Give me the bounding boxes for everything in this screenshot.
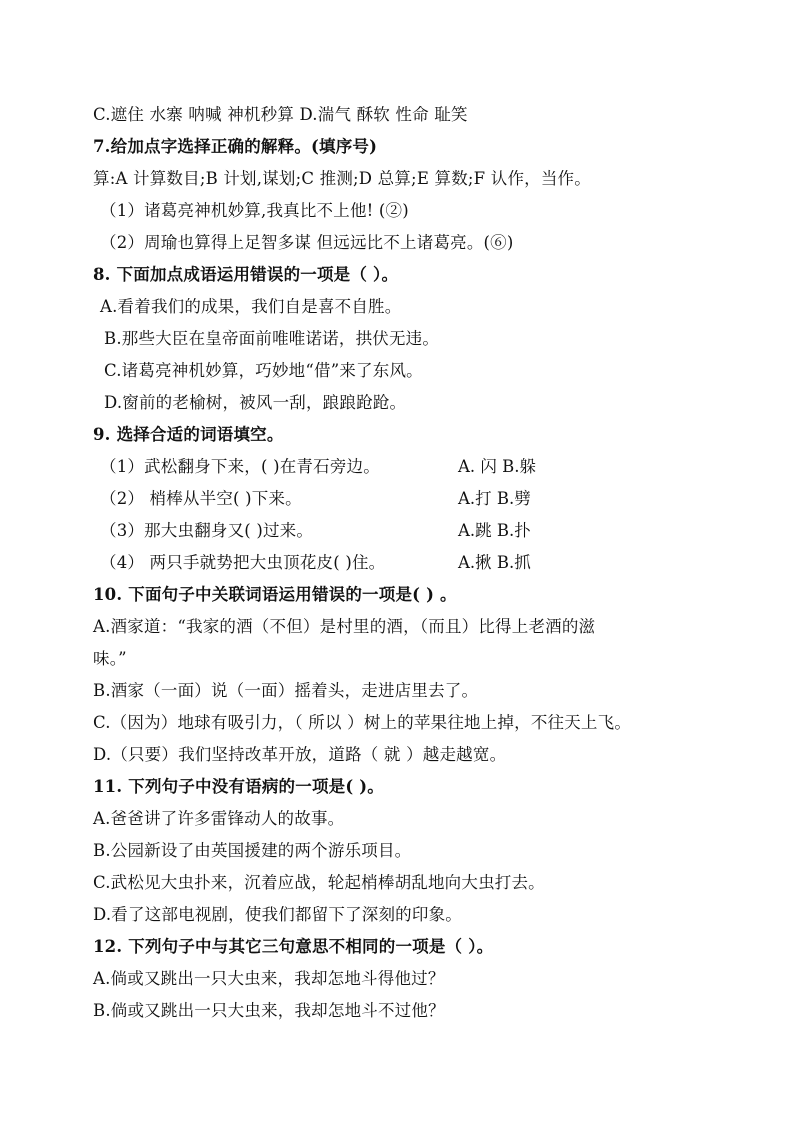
question-11-option-b: B.公园新设了由英国援建的两个游乐项目。 xyxy=(93,841,412,860)
question-8-title: 8. 下面加点成语运用错误的一项是（ ）。 xyxy=(93,265,399,284)
question-11-option-c: C.武松见大虫扑来，沉着应战，轮起梢棒胡乱地向大虫打去。 xyxy=(93,873,545,892)
question-9-item-3-choices: A.跳 B.扑 xyxy=(458,521,531,540)
question-12-option-b: B.倘或又跳出一只大虫来，我却怎地斗不过他？ xyxy=(93,1001,445,1020)
question-9-item-1-choices: A. 闪 B.躲 xyxy=(458,457,537,476)
question-12-title: 12. 下列句子中与其它三句意思不相同的一项是（ ）。 xyxy=(93,937,494,956)
question-8-option-a: A.看着我们的成果，我们自是喜不自胜。 xyxy=(100,297,402,316)
question-8-option-d: D.窗前的老榆树，被风一刮，踉踉跄跄。 xyxy=(104,393,407,412)
question-9-item-4: （4） 两只手就势把大虫顶花皮( )住。 xyxy=(100,553,386,572)
question-7-item-1: （1）诸葛亮神机妙算,我真比不上他! (②) xyxy=(100,201,409,220)
option-c-d-words: C.遮住 水寨 呐喊 神机秒算 D.湍气 酥软 性命 耻笑 xyxy=(93,105,468,124)
question-10-option-c: C.（因为）地球有吸引力，（ 所以 ）树上的苹果往地上掉，不往天上飞。 xyxy=(93,713,632,732)
question-11-title: 11. 下列句子中没有语病的一项是( )。 xyxy=(93,777,385,796)
question-12-option-a: A.倘或又跳出一只大虫来，我却怎地斗得他过？ xyxy=(93,969,445,988)
question-10-option-a-cont: 味。” xyxy=(93,649,127,668)
question-10-option-b: B.酒家（一面）说（一面）摇着头，走进店里去了。 xyxy=(93,681,479,700)
question-9-item-1: （1）武松翻身下来，( )在青石旁边。 xyxy=(100,457,380,476)
question-7-definitions: 算:A 计算数目;B 计划,谋划;C 推测;D 总算;E 算数;F 认作，当作。 xyxy=(93,169,591,188)
question-11-option-d: D.看了这部电视剧，使我们都留下了深刻的印象。 xyxy=(93,905,462,924)
question-9-title: 9. 选择合适的词语填空。 xyxy=(93,425,284,444)
question-11-option-a: A.爸爸讲了许多雷锋动人的故事。 xyxy=(93,809,345,828)
question-9-item-2: （2） 梢棒从半空( )下来。 xyxy=(100,489,302,508)
question-7-item-2: （2）周瑜也算得上足智多谋 但远远比不上诸葛亮。(⑥) xyxy=(100,233,514,252)
question-10-title: 10. 下面句子中关联词语运用错误的一项是( ) 。 xyxy=(93,585,457,604)
question-9-item-4-choices: A.揪 B.抓 xyxy=(458,553,531,572)
question-8-option-b: B.那些大臣在皇帝面前唯唯诺诺，拱伏无违。 xyxy=(104,329,440,348)
question-10-option-d: D.（只要）我们坚持改革开放，道路（ 就 ）越走越宽。 xyxy=(93,745,507,764)
question-9-item-3: （3）那大虫翻身又( )过来。 xyxy=(100,521,314,540)
question-10-option-a: A.酒家道：“我家的酒（不但）是村里的酒，（而且）比得上老酒的滋 xyxy=(93,617,596,636)
question-7-title: 7.给加点字选择正确的解释。(填序号) xyxy=(93,137,378,156)
question-8-option-c: C.诸葛亮神机妙算，巧妙地“借”来了东风。 xyxy=(104,361,423,380)
question-9-item-2-choices: A.打 B.劈 xyxy=(458,489,531,508)
